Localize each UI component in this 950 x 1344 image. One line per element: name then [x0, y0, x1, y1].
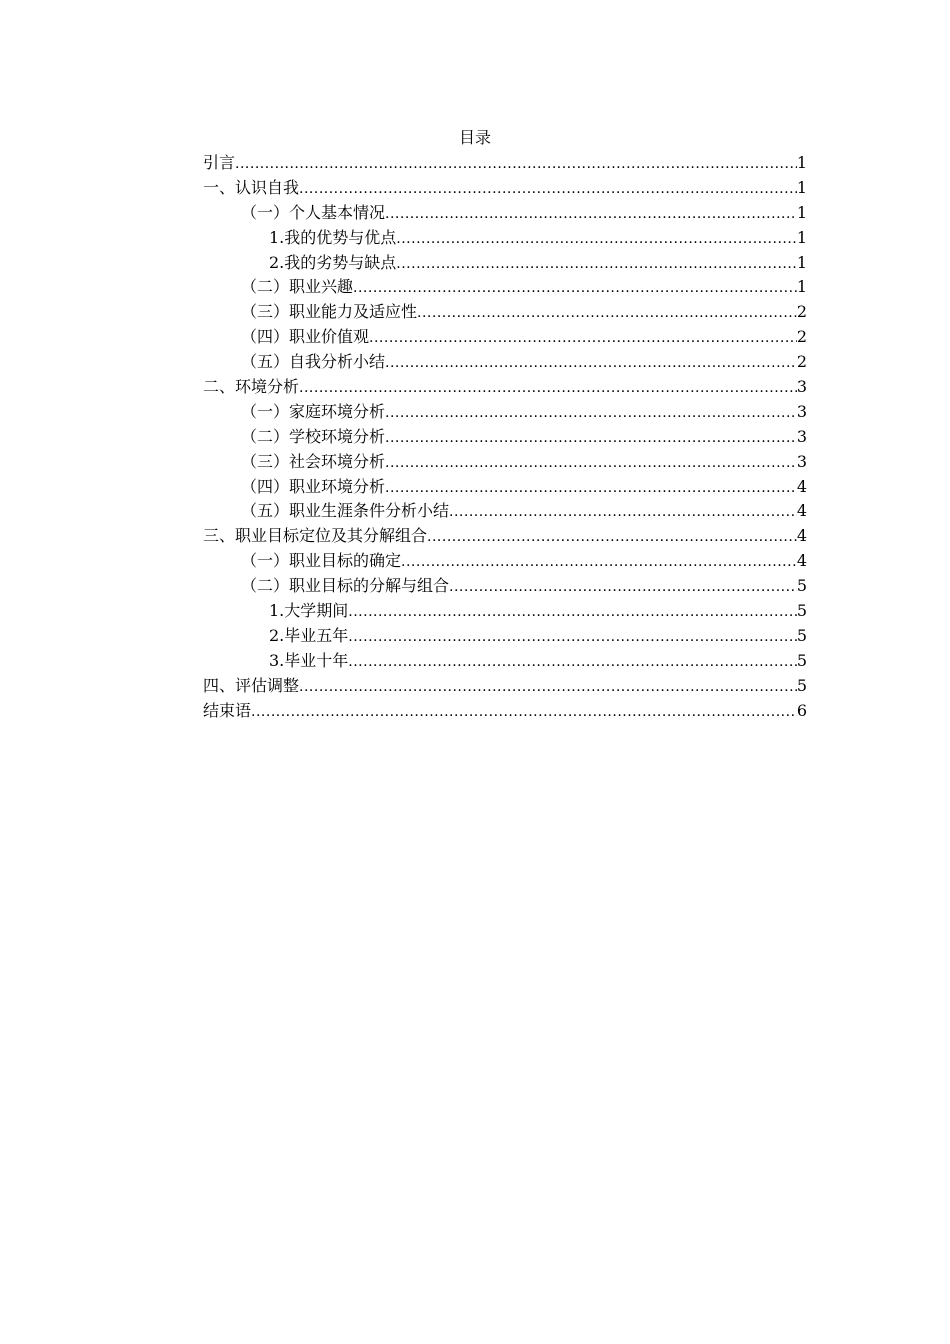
- toc-entry[interactable]: [203, 599, 807, 624]
- toc-dot-leader: [427, 525, 797, 549]
- toc-list: [203, 151, 807, 723]
- toc-entry-text: （二）学校环境分析: [241, 426, 386, 446]
- toc-dot-leader: [235, 152, 797, 176]
- toc-entry-text: （一）家庭环境分析: [241, 401, 386, 421]
- toc-entry[interactable]: [203, 699, 807, 724]
- toc-page-number: 1: [796, 153, 807, 172]
- toc-dot-leader: [385, 451, 797, 475]
- toc-page-number: 1: [796, 202, 807, 222]
- toc-page-number: 3: [796, 401, 807, 421]
- toc-dot-leader: [385, 401, 797, 425]
- toc-entry[interactable]: [203, 226, 807, 251]
- toc-dot-leader: [449, 500, 797, 524]
- toc-entry[interactable]: [203, 574, 807, 599]
- toc-dot-leader: [353, 276, 797, 300]
- toc-page-number: 5: [796, 675, 807, 695]
- toc-entry-text: 2.我的劣势与缺点: [269, 252, 397, 272]
- toc-entry-text: （三）职业能力及适应性: [241, 302, 418, 322]
- toc-page-number: 5: [796, 576, 807, 596]
- toc-entry-text: （一）职业目标的确定: [241, 551, 402, 571]
- toc-entry[interactable]: [203, 499, 807, 524]
- toc-page-number: 1: [796, 227, 807, 247]
- toc-entry-text: 四、评估调整: [203, 675, 300, 695]
- toc-page-number: 2: [796, 352, 807, 372]
- toc-entry-text: 一、认识自我: [203, 177, 300, 197]
- toc-entry[interactable]: [203, 649, 807, 674]
- toc-entry[interactable]: [203, 201, 807, 226]
- toc-entry[interactable]: [203, 151, 807, 176]
- toc-page-number: 3: [796, 451, 807, 471]
- toc-entry-text: 三、职业目标定位及其分解组合: [203, 526, 428, 546]
- toc-page-number: 1: [796, 252, 807, 272]
- toc-entry-text: （三）社会环境分析: [241, 451, 386, 471]
- toc-page-number: 6: [796, 700, 807, 720]
- toc-entry[interactable]: [203, 425, 807, 450]
- toc-dot-leader: [385, 426, 797, 450]
- toc-dot-leader: [369, 326, 797, 350]
- toc-page-number: 4: [796, 526, 807, 546]
- toc-page-number: 4: [796, 476, 807, 496]
- toc-entry[interactable]: [203, 674, 807, 699]
- toc-dot-leader: [348, 600, 797, 624]
- toc-dot-leader: [299, 177, 797, 201]
- toc-entry[interactable]: [203, 400, 807, 425]
- toc-entry[interactable]: [203, 275, 807, 300]
- toc-entry-text: 1.大学期间: [269, 601, 349, 621]
- toc-page-number: 1: [796, 277, 807, 297]
- toc-dot-leader: [299, 675, 797, 699]
- toc-entry[interactable]: [203, 325, 807, 350]
- toc-entry-text: （二）职业兴趣: [241, 277, 354, 297]
- toc-entry[interactable]: [203, 300, 807, 325]
- toc-entry-text: 3.毕业十年: [269, 650, 349, 670]
- toc-page-number: 4: [796, 501, 807, 521]
- toc-page-number: 2: [796, 327, 807, 347]
- toc-entry[interactable]: [203, 350, 807, 375]
- toc-dot-leader: [348, 625, 797, 649]
- toc-entry[interactable]: [203, 450, 807, 475]
- toc-dot-leader: [299, 376, 797, 400]
- toc-entry[interactable]: [203, 549, 807, 574]
- toc-title: 目录: [458, 128, 491, 147]
- toc-entry-text: （一）个人基本情况: [241, 202, 386, 222]
- toc-page-number: 5: [796, 601, 807, 621]
- toc-dot-leader: [385, 202, 797, 226]
- toc-entry[interactable]: [203, 251, 807, 276]
- toc-entry-text: 2.毕业五年: [269, 625, 349, 645]
- toc-entry-text: 二、环境分析: [203, 377, 300, 397]
- toc-page-number: 2: [796, 302, 807, 322]
- toc-entry-text: （五）自我分析小结: [241, 352, 386, 372]
- toc-page-number: 5: [796, 625, 807, 645]
- toc-page-number: 4: [796, 551, 807, 571]
- toc-dot-leader: [385, 476, 797, 500]
- toc-entry[interactable]: [203, 375, 807, 400]
- toc-entry[interactable]: [203, 475, 807, 500]
- toc-dot-leader: [401, 550, 797, 574]
- toc-entry-text: （二）职业目标的分解与组合: [241, 576, 450, 596]
- toc-page-number: 3: [796, 426, 807, 446]
- toc-entry-text: 结束语: [203, 700, 252, 720]
- toc-dot-leader: [396, 227, 797, 251]
- toc-dot-leader: [449, 575, 797, 599]
- toc-dot-leader: [417, 301, 797, 325]
- toc-dot-leader: [251, 700, 797, 724]
- toc-page-number: 5: [796, 650, 807, 670]
- toc-page-number: 3: [796, 377, 807, 397]
- toc-dot-leader: [385, 351, 797, 375]
- toc-entry[interactable]: [203, 524, 807, 549]
- toc-entry-text: （四）职业环境分析: [241, 476, 386, 496]
- toc-page-number: 1: [796, 177, 807, 197]
- toc-entry-text: （五）职业生涯条件分析小结: [241, 501, 450, 521]
- toc-entry-text: （四）职业价值观: [241, 327, 370, 347]
- toc-entry-text: 1.我的优势与优点: [269, 227, 397, 247]
- toc-entry-text: 引言: [203, 153, 236, 172]
- toc-dot-leader: [348, 650, 797, 674]
- toc-entry[interactable]: [203, 624, 807, 649]
- toc-dot-leader: [396, 252, 797, 276]
- toc-entry[interactable]: [203, 176, 807, 201]
